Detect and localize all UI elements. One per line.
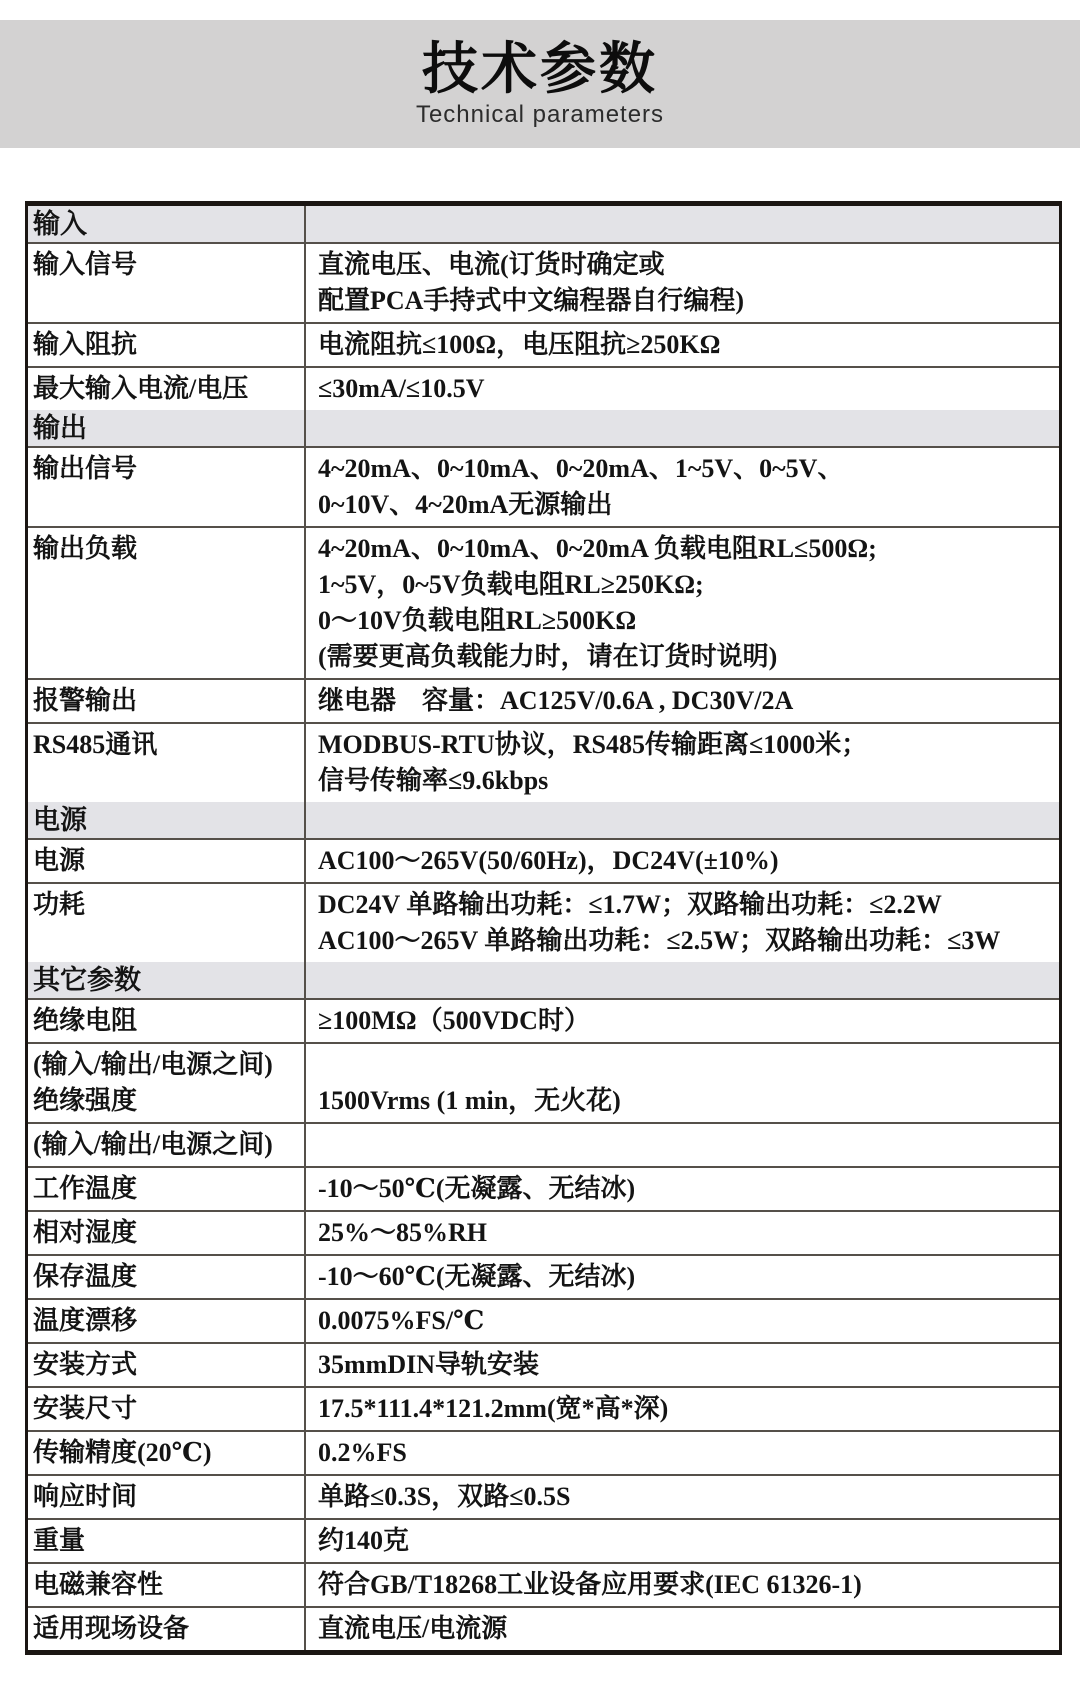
param-label-cell	[28, 724, 306, 802]
param-label: 报警输出	[33, 686, 138, 715]
section-label-cell	[28, 206, 306, 244]
param-label-cell	[28, 1044, 306, 1124]
table-row	[28, 1608, 1059, 1650]
section-title: 其它参数	[33, 965, 141, 995]
param-label: 适用现场设备	[33, 1614, 190, 1643]
param-label: 工作温度	[33, 1174, 138, 1203]
table-row	[28, 528, 1059, 680]
param-label: 响应时间	[33, 1482, 138, 1511]
section-label-cell	[28, 410, 306, 448]
param-value: 0～10V负载电阻RL≥500KΩ	[318, 606, 637, 635]
section-value-cell	[306, 962, 1059, 1000]
param-value: 继电器 容量：AC125V/0.6A , DC30V/2A	[318, 686, 794, 715]
param-value: AC100～265V 单路输出功耗：≤2.5W；双路输出功耗：≤3W	[318, 926, 1001, 955]
section-row	[28, 802, 1059, 840]
param-label-cell	[28, 1124, 306, 1168]
param-value-cell	[306, 528, 1059, 680]
param-value-cell	[306, 840, 1059, 884]
param-value-cell	[306, 1344, 1059, 1388]
section-value-cell	[306, 802, 1059, 840]
section-label-cell	[28, 802, 306, 840]
table-row	[28, 1044, 1059, 1124]
param-label-cell	[28, 680, 306, 724]
param-label-cell	[28, 840, 306, 884]
param-value: 1~5V，0~5V负载电阻RL≥250KΩ;	[318, 570, 704, 599]
table-row	[28, 1124, 1059, 1168]
param-value-cell	[306, 448, 1059, 528]
table-row	[28, 840, 1059, 884]
param-value: 单路≤0.3S，双路≤0.5S	[318, 1482, 571, 1511]
table-row	[28, 1388, 1059, 1432]
param-value: 约140克	[318, 1526, 410, 1555]
param-value: -10～60℃(无凝露、无结冰)	[318, 1262, 636, 1291]
param-value: 0~10V、4~20mA无源输出	[318, 490, 613, 519]
spec-table-body	[28, 206, 1059, 1650]
section-row	[28, 962, 1059, 1000]
param-label-cell	[28, 448, 306, 528]
param-value-cell	[306, 1168, 1059, 1212]
param-value-cell	[306, 884, 1059, 962]
param-label-cell	[28, 884, 306, 962]
param-label-cell	[28, 1564, 306, 1608]
param-value: 符合GB/T18268工业设备应用要求(IEC 61326-1)	[318, 1570, 862, 1599]
section-value-cell	[306, 206, 1059, 244]
param-value-cell	[306, 1256, 1059, 1300]
param-label: 安装尺寸	[33, 1394, 138, 1423]
section-title: 输出	[33, 413, 87, 443]
param-value-cell	[306, 1000, 1059, 1044]
param-value: (需要更高负载能力时，请在订货时说明)	[318, 642, 778, 671]
param-label-cell	[28, 1608, 306, 1650]
param-value: DC24V 单路输出功耗：≤1.7W；双路输出功耗：≤2.2W	[318, 890, 942, 919]
section-label-cell	[28, 962, 306, 1000]
param-label: 绝缘电阻	[33, 1006, 138, 1035]
section-row	[28, 410, 1059, 448]
param-label-cell	[28, 1168, 306, 1212]
table-row	[28, 1000, 1059, 1044]
param-value-cell	[306, 1564, 1059, 1608]
param-value: 35mmDIN导轨安装	[318, 1350, 539, 1379]
param-label: 保存温度	[33, 1262, 138, 1291]
param-label-cell	[28, 368, 306, 410]
param-label-cell	[28, 1476, 306, 1520]
table-row	[28, 448, 1059, 528]
param-value-cell	[306, 1124, 1059, 1168]
table-row	[28, 724, 1059, 802]
param-label: 电源	[33, 846, 86, 875]
param-value: 4~20mA、0~10mA、0~20mA 负载电阻RL≤500Ω;	[318, 534, 877, 563]
param-value: 信号传输率≤9.6kbps	[318, 766, 549, 795]
table-row	[28, 884, 1059, 962]
param-value-cell	[306, 1608, 1059, 1650]
section-title: 输入	[33, 209, 87, 239]
param-value: 电流阻抗≤100Ω，电压阻抗≥250KΩ	[318, 330, 721, 359]
table-row	[28, 1476, 1059, 1520]
table-row	[28, 1344, 1059, 1388]
param-label: RS485通讯	[33, 730, 158, 759]
param-label-cell	[28, 1212, 306, 1256]
table-row	[28, 1256, 1059, 1300]
param-value: 17.5*111.4*121.2mm(宽*高*深)	[318, 1394, 669, 1423]
param-value-cell	[306, 1432, 1059, 1476]
section-title: 电源	[33, 805, 87, 835]
param-value-cell	[306, 1300, 1059, 1344]
param-label: 安装方式	[33, 1350, 138, 1379]
param-value-cell	[306, 724, 1059, 802]
page-title: 技术参数	[422, 37, 658, 100]
param-value: AC100～265V(50/60Hz)，DC24V(±10%)	[318, 846, 779, 875]
param-value: 直流电压/电流源	[318, 1614, 508, 1643]
param-value-cell	[306, 1476, 1059, 1520]
param-label: 重量	[33, 1526, 86, 1555]
param-value-cell	[306, 244, 1059, 324]
param-label: 相对湿度	[33, 1218, 138, 1247]
table-row	[28, 368, 1059, 410]
param-label-cell	[28, 244, 306, 324]
param-value: 直流电压、电流(订货时确定或	[318, 250, 665, 279]
param-value: 0.0075%FS/℃	[318, 1306, 485, 1335]
param-label: 绝缘强度	[33, 1086, 138, 1115]
param-label: 电磁兼容性	[33, 1570, 164, 1599]
param-value: ≤30mA/≤10.5V	[318, 374, 485, 403]
param-value: ≥100MΩ（500VDC时）	[318, 1006, 590, 1035]
param-label: 输出负载	[33, 534, 138, 563]
param-label-cell	[28, 1432, 306, 1476]
param-value-cell	[306, 324, 1059, 368]
param-value: 1500Vrms (1 min，无火花)	[318, 1086, 621, 1115]
table-row	[28, 1564, 1059, 1608]
spec-table	[25, 201, 1062, 1655]
page	[0, 20, 1080, 1690]
param-value: -10～50℃(无凝露、无结冰)	[318, 1174, 636, 1203]
param-label-cell	[28, 528, 306, 680]
section-value-cell	[306, 410, 1059, 448]
param-label: 输入信号	[33, 250, 138, 279]
param-label: (输入/输出/电源之间)	[33, 1130, 273, 1159]
table-row	[28, 324, 1059, 368]
param-value-cell	[306, 368, 1059, 410]
param-label-cell	[28, 1000, 306, 1044]
table-row	[28, 1300, 1059, 1344]
param-value-cell	[306, 1388, 1059, 1432]
table-row	[28, 244, 1059, 324]
table-row	[28, 680, 1059, 724]
table-row	[28, 1212, 1059, 1256]
param-label-cell	[28, 1256, 306, 1300]
param-label: 输出信号	[33, 454, 138, 483]
table-row	[28, 1432, 1059, 1476]
param-label: 最大输入电流/电压	[33, 374, 249, 403]
param-label: 温度漂移	[33, 1306, 138, 1335]
page-subtitle: Technical parameters	[415, 101, 665, 128]
param-label-cell	[28, 1300, 306, 1344]
param-value: 配置PCA手持式中文编程器自行编程)	[318, 286, 745, 315]
param-value-cell	[306, 1212, 1059, 1256]
param-value-cell	[306, 1520, 1059, 1564]
param-label-cell	[28, 1388, 306, 1432]
param-value-cell	[306, 680, 1059, 724]
param-label: 输入阻抗	[33, 330, 138, 359]
param-label: (输入/输出/电源之间)	[33, 1050, 273, 1079]
param-value: 0.2%FS	[318, 1438, 407, 1467]
table-row	[28, 1168, 1059, 1212]
param-value-cell	[306, 1044, 1059, 1124]
param-value: MODBUS-RTU协议，RS485传输距离≤1000米；	[318, 730, 868, 759]
param-label-cell	[28, 1344, 306, 1388]
title-banner	[0, 20, 1080, 148]
param-label-cell	[28, 324, 306, 368]
param-label-cell	[28, 1520, 306, 1564]
section-row	[28, 206, 1059, 244]
param-value: 25%～85%RH	[318, 1218, 488, 1247]
param-value: 4~20mA、0~10mA、0~20mA、1~5V、0~5V、	[318, 454, 844, 483]
param-label: 功耗	[33, 890, 86, 919]
table-row	[28, 1520, 1059, 1564]
param-label: 传输精度(20℃)	[33, 1438, 212, 1467]
